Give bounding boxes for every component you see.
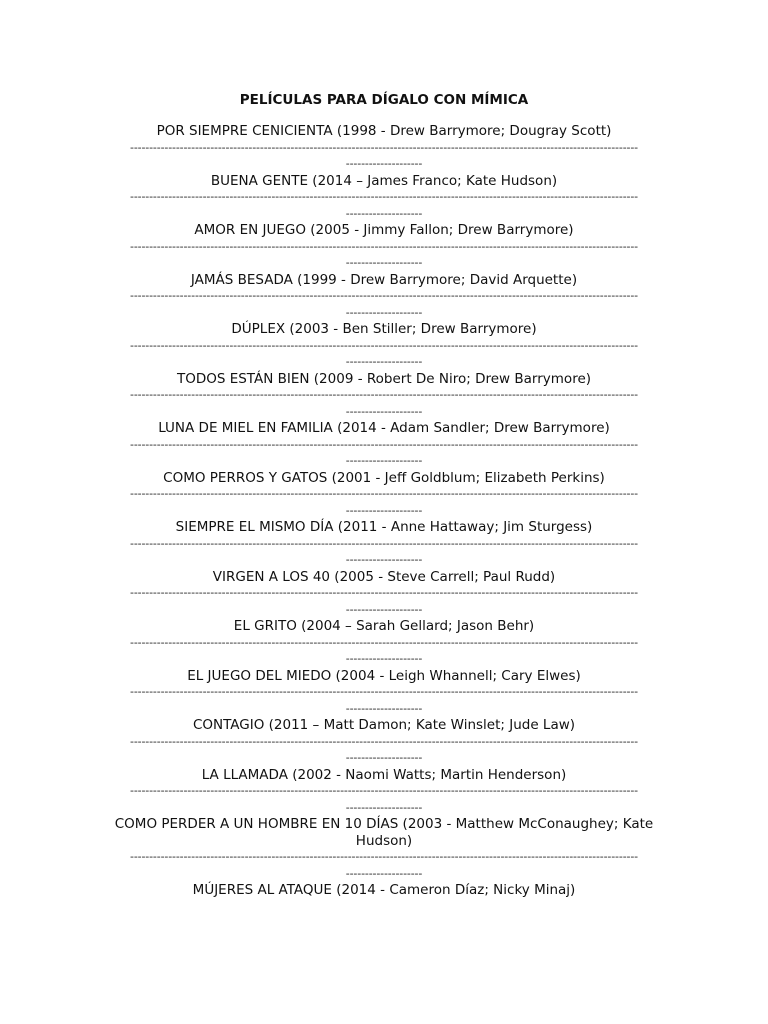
list-item <box>106 717 662 767</box>
separator-short: -------------------- <box>345 206 423 220</box>
list-item <box>106 569 662 619</box>
separator-short: -------------------- <box>345 701 423 715</box>
separator-line: ------------------------------------------------------------------------------------------------------------------------------------- <box>130 190 638 203</box>
separator-line: ------------------------------------------------------------------------------------------------------------------------------------- <box>130 338 638 352</box>
movie-entry: AMOR EN JUEGO (2005 - Jimmy Fallon; Drew Barrymore) <box>194 222 574 238</box>
separator-line: ------------------------------------------------------------------------------------------------------------------------------------- <box>130 850 638 863</box>
document-page <box>106 92 662 899</box>
list-item <box>106 816 662 882</box>
movie-entry: LUNA DE MIEL EN FAMILIA (2014 - Adam Sandler; Drew Barrymore) <box>158 420 610 436</box>
separator-line: ------------------------------------------------------------------------------------------------------------------------------------- <box>130 635 638 649</box>
movie-entry: TODOS ESTÁN BIEN (2009 - Robert De Niro; Drew Barrymore) <box>176 370 592 387</box>
movie-entry: LA LLAMADA (2002 - Naomi Watts; Martin Henderson) <box>201 766 567 783</box>
movie-entry: EL JUEGO DEL MIEDO (2004 - Leigh Whannell; Cary Elwes) <box>187 667 581 684</box>
movie-entry: DÚPLEX (2003 - Ben Stiller; Drew Barrymore) <box>231 321 537 337</box>
list-item <box>106 882 662 899</box>
list-item <box>106 618 662 668</box>
movie-entry: POR SIEMPRE CENICIENTA (1998 - Drew Barrymore; Dougray Scott) <box>156 123 612 139</box>
separator-line: ------------------------------------------------------------------------------------------------------------------------------------- <box>130 140 638 154</box>
list-item <box>106 123 662 173</box>
movie-entry: VIRGEN A LOS 40 (2005 - Steve Carrell; Paul Rudd) <box>212 568 556 585</box>
separator-short: -------------------- <box>345 404 423 418</box>
list-item <box>106 420 662 470</box>
movie-entry: JAMÁS BESADA (1999 - Drew Barrymore; David Arquette) <box>190 271 578 288</box>
separator-short: -------------------- <box>345 503 423 517</box>
separator-short: -------------------- <box>345 553 423 566</box>
separator-short: -------------------- <box>345 157 423 170</box>
document-title: PELÍCULAS PARA DÍGALO CON MÍMICA <box>239 92 529 108</box>
separator-short: -------------------- <box>345 866 423 880</box>
separator-line: ------------------------------------------------------------------------------------------------------------------------------------- <box>130 239 638 253</box>
separator-line: ------------------------------------------------------------------------------------------------------------------------------------- <box>130 437 638 451</box>
list-item <box>106 173 662 223</box>
list-item <box>106 470 662 520</box>
movie-entry: SIEMPRE EL MISMO DÍA (2011 - Anne Hattaway; Jim Sturgess) <box>175 519 593 535</box>
separator-short: -------------------- <box>345 800 423 814</box>
list-item <box>106 321 662 371</box>
separator-short: -------------------- <box>345 751 423 764</box>
list-item <box>106 222 662 272</box>
list-item <box>106 767 662 817</box>
movie-entry: MÚJERES AL ATAQUE (2014 - Cameron Díaz; Nicky Minaj) <box>192 882 576 898</box>
separator-line: ------------------------------------------------------------------------------------------------------------------------------------- <box>130 388 638 401</box>
movie-entry: COMO PERROS Y GATOS (2001 - Jeff Goldblum; Elizabeth Perkins) <box>163 469 605 486</box>
list-item <box>106 668 662 718</box>
movie-entry: BUENA GENTE (2014 – James Franco; Kate Hudson) <box>210 172 558 189</box>
separator-line: ------------------------------------------------------------------------------------------------------------------------------------- <box>130 685 638 698</box>
separator-short: -------------------- <box>345 305 423 319</box>
separator-line: ------------------------------------------------------------------------------------------------------------------------------------- <box>130 784 638 797</box>
separator-short: -------------------- <box>345 652 423 665</box>
movie-entry: COMO PERDER A UN HOMBRE EN 10 DÍAS (2003 - Matthew McConaughey; Kate Hudson) <box>114 816 654 849</box>
movie-entry: CONTAGIO (2011 – Matt Damon; Kate Winslet; Jude Law) <box>192 717 576 733</box>
separator-short: -------------------- <box>345 355 423 368</box>
list-item <box>106 371 662 421</box>
list-item <box>106 519 662 569</box>
separator-short: -------------------- <box>345 256 423 269</box>
separator-line: ------------------------------------------------------------------------------------------------------------------------------------- <box>130 536 638 550</box>
separator-line: ------------------------------------------------------------------------------------------------------------------------------------- <box>130 734 638 748</box>
separator-line: ------------------------------------------------------------------------------------------------------------------------------------- <box>130 586 638 599</box>
separator-short: -------------------- <box>345 602 423 616</box>
movie-entry: EL GRITO (2004 – Sarah Gellard; Jason Behr) <box>233 618 535 634</box>
movie-list <box>106 123 662 899</box>
separator-line: ------------------------------------------------------------------------------------------------------------------------------------- <box>130 289 638 302</box>
separator-short: -------------------- <box>345 454 423 467</box>
list-item <box>106 272 662 322</box>
separator-line: ------------------------------------------------------------------------------------------------------------------------------------- <box>130 487 638 500</box>
